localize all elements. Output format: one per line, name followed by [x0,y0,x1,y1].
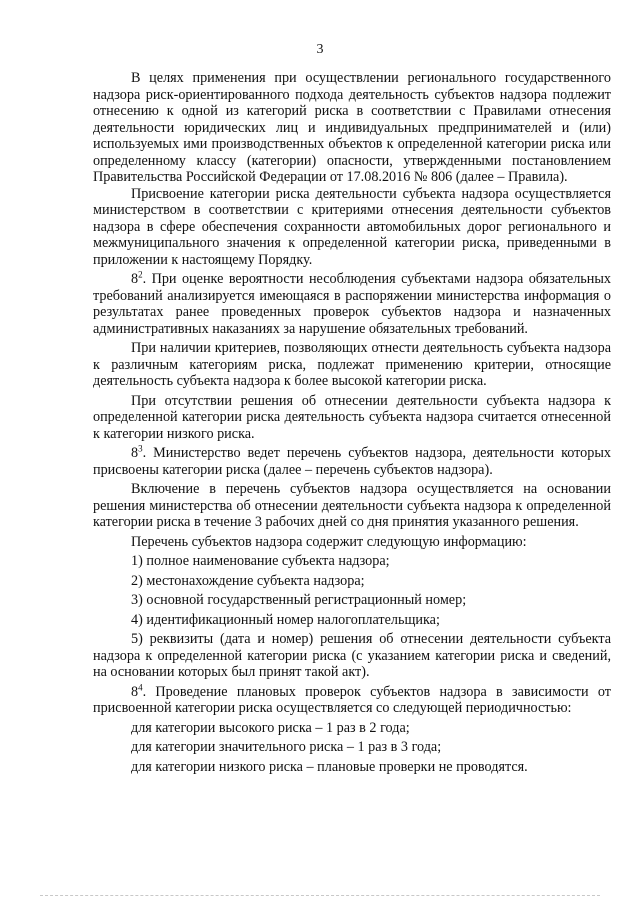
list-item: 2) местонахождение субъекта надзора; [131,572,365,589]
paragraph-clause-8-2 [93,271,611,337]
list-item: для категории высокого риска – 1 раз в 2 года; [131,719,410,736]
paragraph-list-contents: Перечень субъектов надзора содержит следующую информацию: [131,533,527,550]
page-number: 3 [316,42,324,57]
paragraph-list-inclusion: Включение в перечень субъектов надзора осуществляется на основании решения министерства об отнесении деятельности субъекта надзора к определенной категории риска в течение 3 рабочих дней со дня принятия указанного решения. [93,481,611,530]
list-item: 3) основной государственный регистрационный номер; [131,592,467,608]
clause-superscript: 2 [138,269,143,280]
paragraph-risk-approach: В целях применения при осуществлении регионального государственного надзора риск-ориентированного подхода деятельность субъектов надзора подлежит отнесению к одной из категорий риска в соответствии с Правилами отнесения деятельности юридических лиц и индивидуальных предпринимателей и (или) используемых ими производственных объектов к определенной категории риска или определенному классу (категории) опасности, утвержденными постановлением Правительства Российской Федерации от 17.08.2016 № 806 (далее – Правила). [93,70,611,185]
list-item: 1) полное наименование субъекта надзора; [131,553,390,569]
clause-text: . Министерство ведет перечень субъектов надзора, деятельности которых присвоены категории риска (далее – перечень субъектов надзора). [93,445,611,478]
paragraph-multiple-criteria: При наличии критериев, позволяющих отнести деятельность субъекта надзора к различным категориям риска, подлежат применению критерии, относящие деятельность субъекта надзора к более высокой категории риска. [93,340,611,389]
clause-superscript: 4 [138,681,143,692]
clause-text: . Проведение плановых проверок субъектов надзора в зависимости от присвоенной категории риска осуществляется со следующей периодичностью: [93,683,611,716]
list-item: для категории значительного риска – 1 раз в 3 года; [131,739,442,755]
clause-number: 8 [131,445,139,461]
list-item: 4) идентификационный номер налогоплательщика; [131,611,440,628]
paragraph-clause-8-3 [93,445,611,478]
footer-divider [40,895,600,897]
clause-superscript: 3 [138,443,143,454]
paragraph-no-decision: При отсутствии решения об отнесении деятельности субъекта надзора к определенной категории риска деятельность субъекта надзора считается отнесенной к категории низкого риска. [93,392,611,442]
document-body [93,70,611,775]
list-item: для категории низкого риска – плановые проверки не проводятся. [131,758,528,775]
clause-number: 8 [131,271,139,287]
list-item: 5) реквизиты (дата и номер) решения об отнесении деятельности субъекта надзора к определенной категории риска (с указанием категории риска и сведений, на основании которых был принят такой акт). [93,631,611,680]
paragraph-risk-assignment: Присвоение категории риска деятельности субъекта надзора осуществляется министерством в соответствии с критериями отнесения деятельности субъектов надзора в сфере обеспечения сохранности автомобильных дорог регионального и межмуниципального значения к определенной категории риска, приведенными в приложении к настоящему Порядку. [93,185,611,268]
clause-text: . При оценке вероятности несоблюдения субъектами надзора обязательных требований анализируется имеющаяся в распоряжении министерства информация о результатах ранее проведенных проверок субъектов надзора и назначенных административных наказаниях за нарушение обязательных требований. [93,271,611,337]
paragraph-clause-8-4 [93,681,611,717]
clause-number: 8 [131,683,139,700]
